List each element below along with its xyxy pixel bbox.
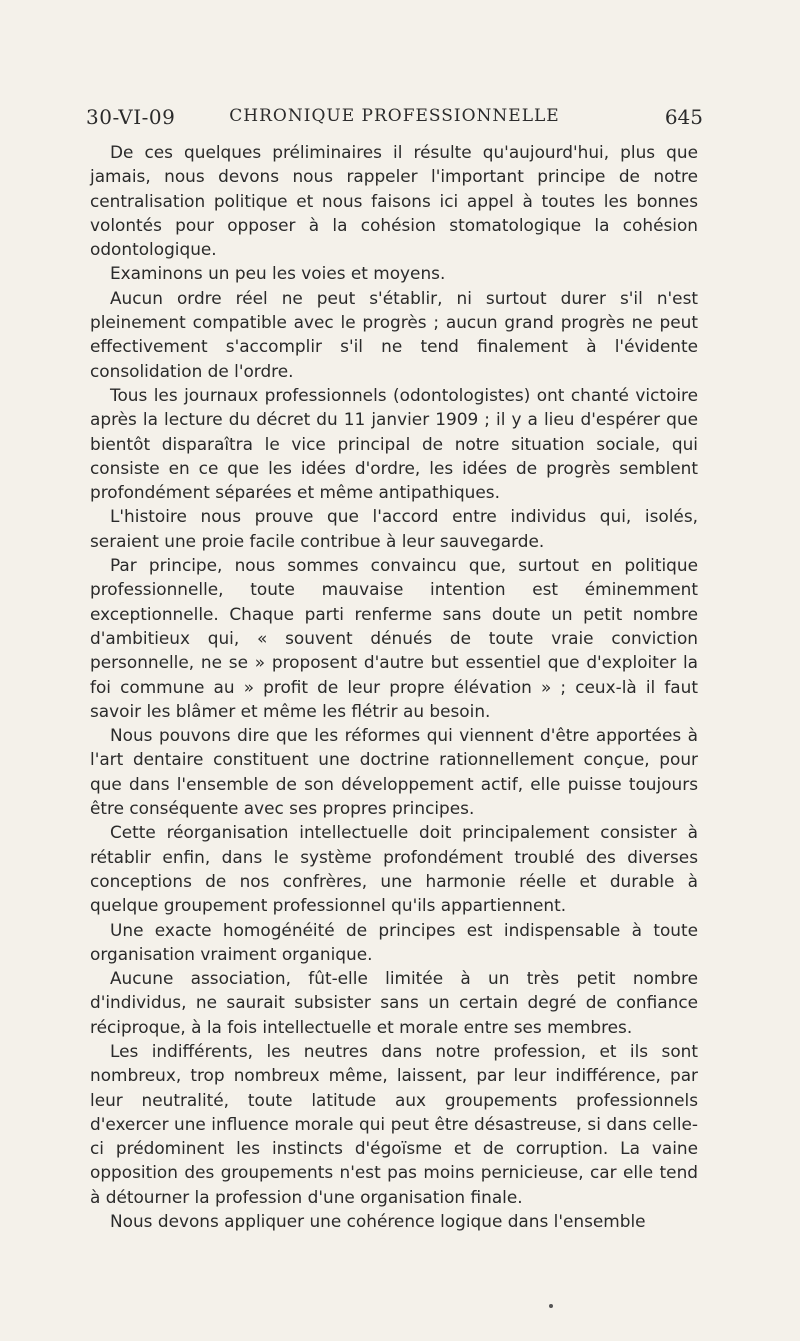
paragraph: Une exacte homogénéité de principes est indispensable à toute organisation vraiment organique. [90,919,698,964]
paragraph: Aucun ordre réel ne peut s'établir, ni surtout durer s'il n'est pleinement compatible avec le progrès ; aucun grand progrès ne peut effectivement s'accomplir s'il ne tend finalement à l'évidente consolidation de l'ordre. [90,287,698,381]
body-text [90,140,698,1233]
running-title: CHRONIQUE PROFESSIONNELLE [229,106,560,126]
paragraph: Examinons un peu les voies et moyens. [110,263,446,284]
ink-speck [549,1304,553,1308]
paragraph: Aucune association, fût-elle limitée à un très petit nombre d'individus, ne saurait subsister sans un certain degré de confiance réciproque, à la fois intellectuelle et morale entre ses membres. [90,968,698,1037]
page-number: 645 [664,105,703,129]
paragraph: Tous les journaux professionnels (odontologistes) ont chanté victoire après la lecture du décret du 11 janvier 1909 ; il y a lieu d'espérer que bientôt disparaîtra le vice principal de notre situation sociale, qui consiste en ce que les idées d'ordre, les idées de progrès semblent profondément séparées et même antipathiques. [90,384,698,503]
paragraph: Nous pouvons dire que les réformes qui viennent d'être apportées à l'art dentaire constituent une doctrine rationnellement conçue, pour que dans l'ensemble de son développement actif, elle puisse toujours être conséquente avec ses propres principes. [90,725,698,819]
paragraph: Les indifférents, les neutres dans notre profession, et ils sont nombreux, trop nombreux même, laissent, par leur indifférence, par leur neutralité, toute latitude aux groupements professionnels d'exercer une influence morale qui peut être désastreuse, si dans celle-ci prédominent les instincts d'égoïsme et de corruption. La vaine opposition des groupements n'est pas moins pernicieuse, car elle tend à détourner la profession d'une organisation finale. [90,1040,698,1207]
page-header [86,103,703,137]
paragraph: L'histoire nous prouve que l'accord entre individus qui, isolés, seraient une proie facile contribue à leur sauvegarde. [90,506,698,551]
paragraph: Par principe, nous sommes convaincu que, surtout en politique professionnelle, toute mauvaise intention est éminemment exceptionnelle. Chaque parti renferme sans doute un petit nombre d'ambitieux qui, « souvent dénués de toute vraie conviction personnelle, ne se » proposent d'autre but essentiel que d'exploiter la foi commune au » profit de leur propre élévation » ; ceux-là il faut savoir les blâmer et même les flétrir au besoin. [90,555,698,721]
paragraph: Nous devons appliquer une cohérence logique dans l'ensemble [110,1211,646,1232]
header-date: 30-VI-09 [86,105,176,129]
paragraph: Cette réorganisation intellectuelle doit principalement consister à rétablir enfin, dans le système profondément troublé des diverses conceptions de nos confrères, une harmonie réelle et durable à quelque groupement professionnel qu'ils appartiennent. [90,822,698,916]
paragraph: De ces quelques préliminaires il résulte qu'aujourd'hui, plus que jamais, nous devons nous rappeler l'important principe de notre centralisation politique et nous faisons ici appel à toutes les bonnes volontés pour opposer à la cohésion stomatologique la cohésion odontologique. [90,142,698,260]
